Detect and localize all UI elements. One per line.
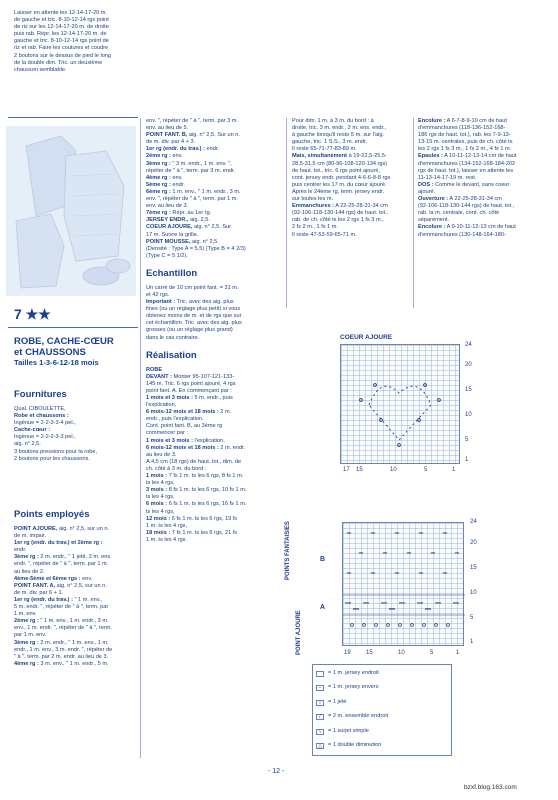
text-line: endr., 1 m. env., 3 m. endr. ", répéter de — [14, 646, 113, 653]
points-section — [14, 505, 138, 668]
text-line: ts les 4 rgs, — [146, 508, 175, 515]
text-line: de m. div. par 6 + 1. — [14, 589, 64, 596]
col4-lines — [418, 118, 552, 239]
text-line: env. au lieu de 3. — [146, 203, 189, 210]
text-line: 186 rgs de haut. tot.), rab. les 7-9-13- — [418, 132, 511, 139]
fournitures-heading: Fournitures — [14, 389, 67, 400]
text-line: " à ", term. par 2 m. endr. au lieu de 3. — [14, 653, 109, 660]
text-line: et 42 rgs. — [146, 291, 170, 298]
col3-lines — [292, 118, 412, 239]
text-line: Ingénue = 2-2-3-3-4 pel., — [14, 420, 76, 427]
text-line: 1 m. ts les 4 rgs, — [146, 522, 188, 529]
text-line: Un carré de 10 cm point fant. = 31 m. — [146, 284, 239, 291]
text-line: de gauche et tric. 8-10-12-14 rgs point — [14, 17, 109, 24]
legend-row — [316, 698, 347, 707]
garment-illustration — [6, 126, 136, 296]
text-line: 2 boutons sur le dessus de pied le long — [14, 52, 112, 59]
text-line: 5ème rg : endr. — [146, 181, 185, 188]
text-line: obtenez moins de m. et de rgs que sur — [146, 313, 242, 320]
realisation-heading: Réalisation — [146, 349, 197, 361]
text-line: POINT AJOURE, aig. n° 2,5, sur un n. — [14, 526, 109, 532]
text-line: env. ", répéter de " à ", term. par 1 m. — [146, 196, 238, 203]
text-line: (92-106-118-130-144 rgs) de haut. tot., — [418, 203, 515, 210]
echantillon-heading: Echantillon — [146, 267, 198, 279]
chart2-xtick: 10 — [398, 650, 405, 656]
chart2-ytick: 5 — [470, 615, 474, 621]
legend-symbol-icon: ○ — [316, 700, 324, 706]
text-line: 13-15 m. centrales, puis de ch. côté ts — [418, 139, 513, 146]
fournitures-lines — [14, 406, 138, 463]
legend-symbol-icon: – — [316, 685, 324, 691]
text-line: 6 mois : 6 fs 1 m. ts les 6 rgs, 16 fs 1 m. — [146, 501, 247, 508]
chart2-xtick: 15 — [366, 650, 373, 656]
legend-label: = 1 jeté — [328, 698, 347, 705]
text-line: l'explication, — [146, 402, 177, 409]
legend-row — [316, 727, 369, 736]
legend-label: = 1 double diminution — [328, 742, 382, 749]
chart2-side-label-b: B — [320, 556, 326, 563]
text-line: 1 m. ts les 4 rgs. — [146, 536, 188, 543]
text-line: 3ème rg : 2 m. endr., " 1 jeté, 2 m. ens. — [14, 554, 112, 561]
chart1-ytick: 15 — [465, 387, 472, 393]
text-line: de riz sur les 12-14-17-20 m. de droite — [14, 24, 109, 31]
text-line: Laisser en attente les 12-14-17-20 m. — [14, 10, 107, 16]
text-line: par 1 m. env. — [14, 632, 47, 639]
legend-label: = 1 surjet simple — [328, 727, 369, 734]
chart2-side-label-1: POINTS FANTAISIES — [285, 521, 291, 580]
text-line: 6 mois-12 mois et 18 mois : 2 m. — [146, 409, 232, 416]
echantillon-lines — [146, 285, 282, 342]
chart1-grid — [340, 344, 460, 464]
text-line: 5 m. endr. ", répéter de " à ", term. par — [14, 604, 109, 611]
chart1-xtick: 5 — [424, 467, 428, 473]
text-line: Emmanchures : A 22-25-28-31-34 cm — [292, 203, 388, 210]
chart2-side-label-2: POINT AJOURE — [296, 610, 302, 655]
text-line: d'emmanchures (134-152-168-184-202 — [418, 160, 516, 167]
text-line: rab. la m. centrale, cont. ch. côté — [418, 210, 500, 217]
text-line: gauche, tric. 1 S.S., 3 m. endr. — [292, 139, 368, 146]
legend-row — [316, 684, 379, 693]
chart1-xtick: 15 — [356, 467, 363, 473]
text-line: 18 mois : 7 fs 1 m. ts les 6 rgs, 21 fs — [146, 529, 238, 536]
text-line: rab. de ch. côté ts les 2 rgs 1 fs 3 m., — [292, 217, 384, 224]
text-line: endr. ", répéter de " à ", term. par 1 m. — [14, 561, 109, 568]
col3-text — [292, 118, 412, 239]
legend-label: = 2 m. ensemble endroit — [328, 713, 389, 720]
text-line: 1er rg (endr. du trav.) et 2ème rg : — [14, 540, 103, 547]
text-line: 1er rg (endr. du trav.) : " 1 m. env., — [14, 596, 103, 603]
legend-row — [316, 713, 388, 722]
text-line: 3ème rg : " 3 m. endr., 1 m. env. ", — [146, 160, 232, 167]
text-line: POINT FANT. B, aig. n° 2,5. Sur un n. — [146, 132, 240, 139]
text-line: puis rab. Répr. les 12-14-17-20 m. de — [14, 31, 107, 38]
model-divider — [8, 327, 138, 328]
text-line: Encolure : A 6-7-8-9-10 cm de haut — [418, 118, 507, 124]
text-line: dans le cas contraire. — [146, 334, 200, 341]
text-line: à gauche lorsqu'il reste 5 m. sur l'aig. — [292, 132, 384, 139]
text-line: Il reste 65-71-77-83-89 m. — [292, 146, 357, 153]
text-line: Important : Tric. avec des aig. plus — [146, 299, 234, 306]
text-line: JERSEY ENDR., aig. 2,5. — [146, 217, 210, 224]
text-line: Cont. point fant. B, au 3ème rg — [146, 423, 223, 430]
realisation-lines — [146, 367, 282, 544]
text-line: Encolure : A 9-10-11-12-13 cm de haut — [418, 224, 516, 231]
text-line: COEUR AJOURE, aig. n° 2,5. Sur — [146, 224, 232, 231]
text-line: d'emmanchures (118-136-152-168- — [418, 125, 506, 132]
text-line: 1 mois et 3 mois : l'explication, — [146, 437, 225, 444]
text-line: chausson semblable. — [14, 66, 67, 73]
text-line: env. au lieu de 5. — [146, 125, 189, 132]
model-title-1: ROBE, CACHE-CŒUR — [14, 336, 114, 347]
text-line: rgs de haut. tot.), laisser en attente les — [418, 167, 514, 174]
chart2-ytick: 10 — [470, 590, 477, 596]
text-line: ts les 4 rgs, — [146, 480, 175, 487]
chart2-grid — [342, 522, 464, 646]
text-line: aig. n° 2,5. — [14, 441, 41, 448]
text-line: (Type C = 5 1/2). — [146, 252, 188, 259]
text-line: Qual. CIBOULETTE, — [14, 406, 66, 412]
text-line: 11-13-14-17-19 m. rest. — [418, 174, 477, 181]
chart1-xtick: 17 — [343, 467, 350, 473]
text-line: riz et rab. Faire les coutures et coudre — [14, 45, 109, 52]
text-line: 1 mois et 3 mois : 5 m. endr., puis — [146, 395, 233, 401]
text-line: cet échantillon. Tric. avec des aig. plus — [146, 320, 242, 327]
chart1-ytick: 20 — [465, 362, 472, 368]
text-line: 1 mois : 7 fs 1 m. ts les 6 rgs, 8 fs 1 m. — [146, 473, 244, 480]
text-line: ajouré. — [418, 188, 436, 195]
text-line: 2ème rg : " 1 m. env., 1 m. endr., 3 m. — [14, 618, 109, 625]
chart1-ytick: 1 — [465, 457, 469, 463]
text-line: 2ème rg : env. — [146, 153, 183, 160]
text-line: Ouverture : A 22-25-28-31-34 cm — [418, 196, 502, 203]
text-line: 1 m. env. — [14, 611, 37, 618]
text-line: 1er rg (endr. du trav.) : endr. — [146, 146, 219, 153]
chart1-xtick: 10 — [390, 467, 397, 473]
text-line: commencer par : — [146, 430, 188, 437]
text-line: (Densité : Type A = 5,5) (Type B = 4 2/3) — [146, 245, 246, 252]
text-line: 28,5-31,5 cm (80-96-108-120-134 rgs) — [292, 160, 388, 167]
text-line: puis centrer les 17 m. du cœur ajouré. — [292, 181, 387, 188]
text-line: Mais, simultanément à 19-22,5-25,5- — [292, 153, 387, 160]
text-line: 3 mois : 8 fs 1 m. ts les 6 rgs, 10 fs 1 m. — [146, 487, 247, 494]
text-line: 7ème rg : Répr. au 1er rg. — [146, 210, 212, 217]
text-line: 12 mois : 6 fs 1 m. ts les 6 rgs, 19 fs — [146, 515, 238, 522]
model-title-2: et CHAUSSONS — [14, 347, 86, 358]
legend-symbol-icon: △ — [316, 743, 324, 749]
model-number: 7 ★★ — [14, 306, 51, 322]
chart2-xtick: 5 — [430, 650, 434, 656]
text-line: A 4,5 cm (18 rgs) de haut. tot., dim. de — [146, 458, 242, 465]
text-line: 4ème rg : 3 m. env., " 1 m. endr., 5 m. — [14, 660, 109, 667]
chart2-ytick: 15 — [470, 565, 477, 571]
chart2-side-label-a: A — [320, 604, 326, 611]
text-line: point fant. A. En commençant par : — [146, 387, 232, 394]
text-line: 2 fs 2 m., 1 fs 1 m. — [292, 224, 339, 231]
text-line: de m. impair. — [14, 533, 47, 540]
text-line: (92-106-118-130-144 rgs) de haut. tot., — [292, 210, 389, 217]
legend-label: = 1 m. jersey endroit — [328, 669, 379, 676]
text-line: fines (ou un réglage plus petit) si vous — [146, 306, 241, 313]
chart2-xtick: 1 — [456, 650, 460, 656]
chart2-xtick: 19 — [344, 650, 351, 656]
text-line: Après le 24ème rg, term. jersey endr. — [292, 188, 385, 195]
legend-symbol-icon — [316, 671, 324, 677]
intro-text — [14, 10, 132, 74]
legend-symbol-icon: \ — [316, 729, 324, 735]
page-number: - 12 - — [268, 768, 285, 775]
col2-text — [146, 118, 282, 544]
text-line: 3 boutons pressions pour la robe, — [14, 448, 98, 455]
points-heading: Points employés — [14, 509, 90, 520]
chart2-ytick: 20 — [470, 540, 477, 546]
text-line: sur toutes les m. — [292, 196, 334, 203]
text-line: 6ème rg : 1 m. env., " 1 m. endr., 3 m. — [146, 188, 241, 195]
text-line: répéter de " à ", term. par 3 m. endr. — [146, 167, 236, 174]
text-line: Pour dim. 1 m. à 3 m. du bord : à — [292, 118, 374, 124]
chart1-title: COEUR AJOURE — [340, 334, 393, 341]
text-line: Ingénue = 2-2-2-3-3 pel., — [14, 434, 76, 441]
chart1-ytick: 5 — [465, 437, 469, 443]
text-line: 4ème-5ème et 6ème rgs : env. — [14, 575, 93, 582]
chart2-symbols — [343, 523, 465, 647]
text-line: endr., puis l'explication. — [146, 416, 204, 423]
model-header — [14, 306, 136, 322]
col-separator-3 — [413, 118, 414, 308]
text-line: ts les 4 rgs, — [146, 494, 175, 501]
text-line: Il reste 47-53-59-65-71 m. — [292, 231, 357, 238]
model-title-block — [14, 336, 138, 368]
text-line: de haut. tot., tric. 6 rgs point ajouré, — [292, 167, 380, 174]
intro-divider — [8, 117, 138, 118]
site-credit: bzxf.blog.163.com — [464, 784, 517, 791]
col-separator-1 — [140, 118, 141, 758]
chart1-ytick: 24 — [465, 342, 472, 348]
col-separator-2 — [286, 118, 287, 308]
text-line: 3ème rg : 2 m. endr., " 1 m. env., 1 m. — [14, 639, 109, 646]
model-sizes: Tailles 1-3-6-12-18 mois — [14, 358, 99, 367]
text-line: DEVANT : Monter 95-107-121-133- — [146, 373, 235, 380]
text-line: 145 m. Tric. 6 rgs point ajouré, 4 rgs — [146, 380, 236, 387]
col4-text — [418, 118, 552, 239]
garment-photo — [6, 126, 136, 296]
text-line: DOS : Comme le devant, sans coeur — [418, 181, 510, 188]
text-line: de la double dim. Tric. un deuxième — [14, 59, 103, 66]
text-line: séparément. — [418, 217, 450, 224]
text-line: au lieu de 2. — [14, 568, 45, 575]
legend-label: = 1 m. jersey envers — [328, 684, 379, 691]
fournitures-section — [14, 385, 138, 463]
text-line: 4ème rg : env. — [146, 174, 183, 181]
legend-symbol-icon: / — [316, 714, 324, 720]
chart1-xtick: 1 — [452, 467, 456, 473]
text-line: cont. jersey endr. pendant 4-6-6-8-8 rgs — [292, 174, 391, 181]
text-line: au lieu de 3. — [146, 451, 177, 458]
text-line: ROBE — [146, 366, 163, 373]
text-line: Cache-cœur : — [14, 427, 51, 434]
text-line: POINT MOUSSE, aig. n° 2,5. — [146, 238, 219, 245]
chart2-ytick: 24 — [470, 519, 477, 525]
text-line: de m. div. par 4 + 3. — [146, 139, 196, 146]
legend-row — [316, 669, 379, 678]
intro-lines — [14, 10, 132, 74]
text-line: env. ", répéter de " à ", term. par 3 m. — [146, 118, 238, 124]
col2-lines — [146, 118, 282, 260]
text-line: 2 boutons pour les chaussons. — [14, 455, 90, 462]
text-line: 6 mois-12 mois et 18 mois : 2 m. endr. — [146, 444, 246, 451]
text-line: Robe et chaussons : — [14, 413, 69, 420]
text-line: les 2 rgs 1 fs 3 m., 1 fs 2 m., 4 fs 1 m. — [418, 146, 512, 153]
text-line: env., 1 m. endr. ", répéter de " à ", term. — [14, 625, 112, 632]
points-lines — [14, 526, 138, 668]
text-line: Epaules : A 10-11-12-13-14 cm de haut — [418, 153, 517, 160]
text-line: grosses (ou un réglage plus grand) — [146, 327, 233, 334]
chart1-symbols — [341, 345, 461, 465]
text-line: droite, tric. 3 m. endr., 2 m. ens. endr., — [292, 125, 387, 132]
text-line: gauche et tric. 8-10-12-14 rgs point de — [14, 38, 109, 45]
text-line: POINT FANT. A, aig. n° 2,5, sur un n. — [14, 582, 107, 589]
legend-row — [316, 742, 381, 751]
chart2-ytick: 1 — [470, 639, 474, 645]
text-line: 17 m. Suivre la grille. — [146, 231, 199, 238]
text-line: d'emmanchures (130-148-164-180- — [418, 231, 506, 238]
chart1-ytick: 10 — [465, 412, 472, 418]
text-line: endr. — [14, 547, 27, 554]
text-line: ch. côté à 3 m. du bord : — [146, 465, 207, 472]
